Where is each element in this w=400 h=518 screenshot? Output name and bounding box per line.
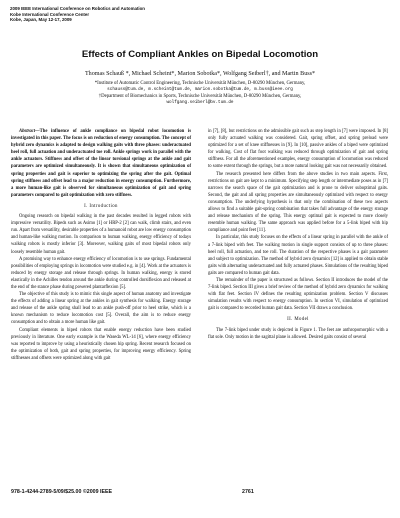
left-column: [11, 128, 191, 362]
affiliation-2: [0, 94, 400, 106]
conference-name: 2009 IEEE International Conference on Robotics and Automation: [10, 6, 145, 11]
abstract-lead: Abstract: [19, 129, 35, 134]
conference-dates: Kobe, Japan, May 12-17, 2009: [10, 17, 72, 23]
paragraph: Ongoing research on bipedal walking in the past decades resulted in legged robots with impressive versatility. Bipeds such as Asimo [1] or HRP-2 [2] can walk, climb stairs, and even run. Apart from versatility, desirable properties of a humanoid robot are low energy consumption and human-like walking motion. In comparison to human walking, energy efficiency of todays walking robots is mostly inferior [3]. Moreover, walking gaits of most bipedal robots only loosely resemble human gait.: [11, 214, 191, 255]
affiliation-1-emails: schauss@tum.de, m.scheint@tum.de, marion.sobotka@tum.de, m.buss@ieee.org: [107, 87, 293, 93]
conference-venue: Kobe International Conference Center: [10, 11, 90, 17]
paragraph: The objective of this study is to mimic this single aspect of human anatomy and investigate the effects of adding a linear spring at the ankles in gait synthesis for walking. Energy storage and release of the ankle spring shall lead to an ankle push-off prior to heel strike, which is a known mechanism to reduce locomotion cost [5]. Overall, the aim is to reduce energy consumption and to obtain a more human like gait.: [11, 292, 191, 326]
abstract-text: —The influence of ankle compliance on bipedal robot locomotion is investigated in this paper. The focus is on reduction of energy consumption. The concept of hybrid zero dynamics is adapted to design walking gaits with three phases: underactuated heel roll, full actuation and underactuated toe roll. Ankle springs work in parallel with the ankle actuators. Stiffness and offset of the linear torsional springs at the ankle and gait parameters are optimized simultaneously. It is shown that simultaneous optimization of spring properties and gait is superior to optimizing the spring after the gait. Optimal spring stiffness and offset lead to a major reduction in energy consumption. Furthermore, a more human-like gait is observed for simultaneous optimization of gait and spring parameters compared to gait optimization with zero stiffness.: [11, 129, 191, 198]
right-column: [208, 128, 388, 341]
paragraph: Compliant elements in biped robots that enable energy reduction have been studied previously in literature. One early example is the Waseda WL-14 [6], where energy efficiency was reported to improve by using a heuristically chosen hip spring. Recent research focused on the optimization of both, gait and spring properties, for improving energy efficiency. Spring stiffnesses and offsets were optimized along with gait: [11, 327, 191, 361]
paragraph: The research presented here differs from the above studies in two main aspects. First, restrictions on gait are kept to a minimum. Specifying step length or intermediate poses as in [7] narrows the search space of the gait optimization and is prone to deliver suboptimal gaits. Second, the gait and all spring properties are simultaneously optimized with respect to energy consumption. The underlying hypothesis is that only the combination of these two aspects allows to find a suitable gait-spring combination that takes full advantage of the energy storage and release mechanism of the spring. This energy optimal gait is expected to more closely resemble human walking. The same approach was applied before for a 5-link biped with hip compliance and point feet [11].: [208, 171, 388, 234]
paragraph: In particular, this study focuses on the effects of a linear spring in parallel with the ankle of a 7-link biped with feet. The walking motion in single support consists of up to three phases: heel roll, full actuation, and toe roll. The duration of the respective phases is a gait parameter and subject to optimization. The method of hybrid zero dynamics [12] is applied to obtain stable gaits with alternating underactuated and fully actuated phases. Simulations of the resulting biped gaits are compared to human gait data.: [208, 235, 388, 276]
section-heading-introduction: I. Introduction: [84, 203, 118, 209]
paragraph: in [7], [8], but restrictions on the admissible gait such as step length in [7] were imposed. In [8] only fully actuated walking was considered. Gait, spring offset, and spring preload were optimized for a set of knee stiffnesses in [9]. In [10], passive ankles of a biped were optimized for walking. Cost of flat foot walking was reduced through optimization of gait and spring stiffness. For all the aforementioned examples, energy consumption of locomotion was reduced to some extent through the springs, but a more natural looking gait was not necessarily obtained.: [208, 129, 388, 170]
affiliation-2-email: wolfgang.seiberl@bv.tum.de: [166, 100, 234, 106]
affiliation-1-text: *Institute of Automatic Control Engineering, Technische Universität München, D-80290 München, Germany,: [94, 81, 306, 86]
affiliation-2-text: †Department of Biomechanics in Sports, Technische Universität München, D-80290 München, Germany,: [98, 94, 302, 99]
paragraph: The 7-link biped under study is depicted in Figure 1. The feet are anthropomorphic with a flat sole. Only motion in the sagittal plane is allowed. Desired gaits consist of several: [208, 327, 388, 340]
section-heading-model: II. Model: [287, 317, 309, 323]
author-list: Thomas Schauß *, Michael Scheint*, Marion Sobotka*, Wolfgang Seiberl†, and Martin Buss*: [84, 71, 316, 77]
paper-title: Effects of Compliant Ankles on Bipedal Locomotion: [81, 49, 319, 60]
abstract: [11, 128, 191, 199]
paragraph: The remainder of the paper is structured as follows. Section II introduces the model of the 7-link biped. Section III gives a brief review of the method of hybrid zero dynamics for walking with flat feet. Section IV defines the resulting optimization problem. Section V discusses simulation results with respect to energy consumption. In section VI, simulation of optimized gait is compared to recorded human gait data. Section VII draws a conclusion.: [208, 277, 388, 312]
paragraph: A promising way to enhance energy efficiency of locomotion is to use springs. Fundamental possibilities of employing springs in locomotion were studied e.g. in [4]. Work at the actuators is reduced by energy storage and release through springs. In human walking, energy is stored elastically in the Achilles tendon around the ankle during controlled dorsiflexion and released at the end of the stance phase during powered plantarflexion [5].: [11, 256, 191, 290]
page-number: 2761: [242, 489, 254, 495]
conference-header: [10, 6, 210, 23]
affiliation-1: [0, 81, 400, 93]
copyright-footer: 978-1-4244-2789-5/09/$25.00 ©2009 IEEE: [11, 489, 113, 495]
